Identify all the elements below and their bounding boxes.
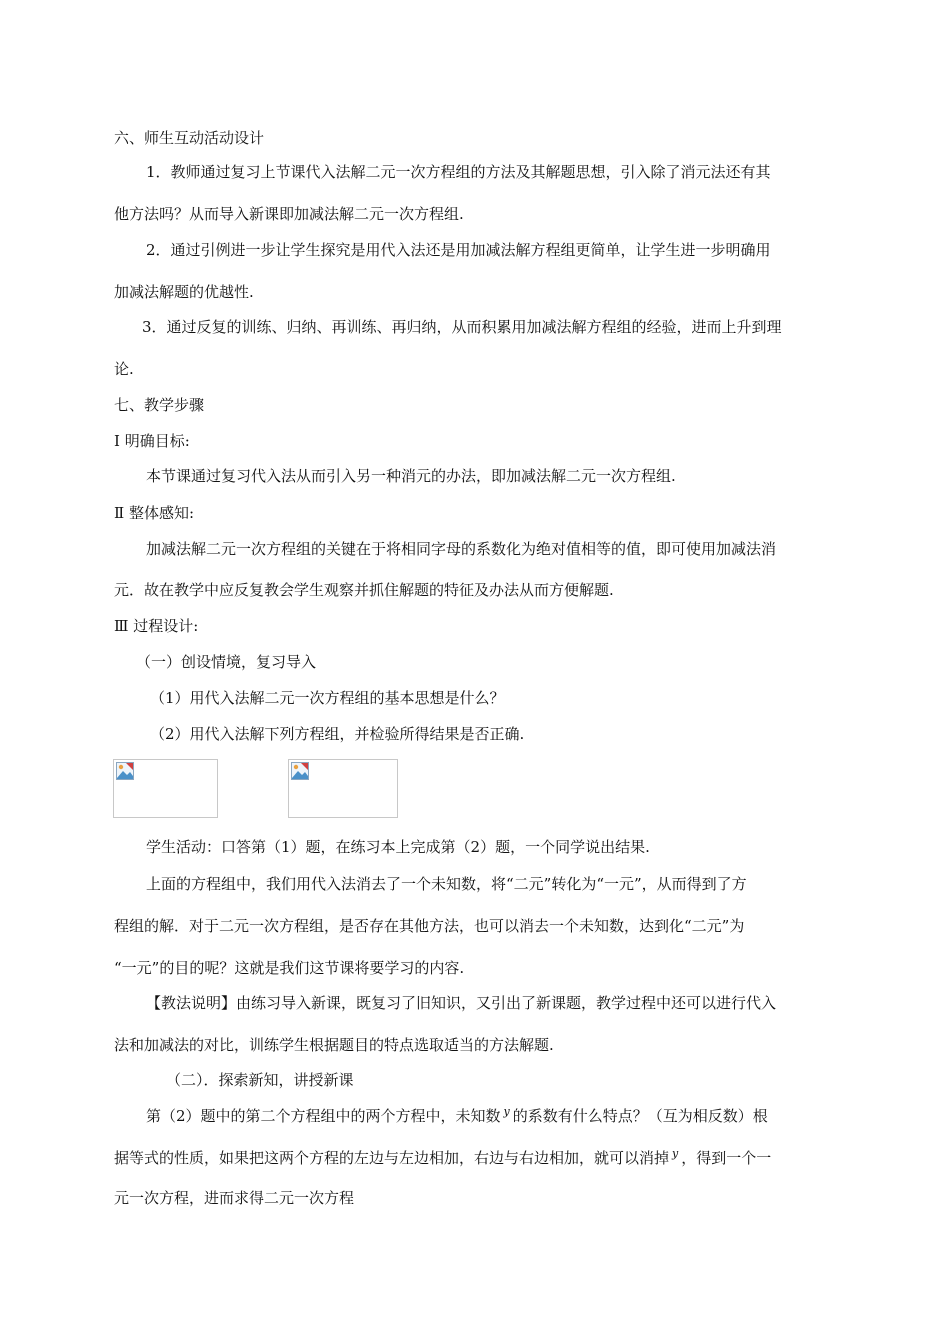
- paragraph-3-line-2: 论.: [114, 360, 134, 378]
- variable-y: y: [672, 1147, 679, 1160]
- question-one: （1）用代入法解二元一次方程组的基本思想是什么？: [150, 689, 505, 707]
- equation-image-2: [288, 759, 398, 818]
- final-line-1-text-a: 第（2）题中的第二个方程组中的两个方程中，未知数: [146, 1107, 501, 1125]
- step-one-text: 本节课通过复习代入法从而引入另一种消元的办法，即加减法解二元一次方程组.: [146, 467, 676, 485]
- final-line-2-text-a: 据等式的性质，如果把这两个方程的左边与左边相加，右边与右边相加，就可以消掉: [114, 1149, 670, 1167]
- paragraph-3-line-1: 3．通过反复的训练、归纳、再训练、再归纳，从而积累用加减法解方程组的经验，进而上升到理: [142, 318, 782, 336]
- final-paragraph-line-2: [114, 1148, 771, 1170]
- section-six-title: 六、师生互动活动设计: [114, 129, 265, 147]
- question-two: （2）用代入法解下列方程组，并检验所得结果是否正确.: [150, 725, 525, 743]
- paragraph-line-2: 程组的解．对于二元一次方程组，是否存在其他方法，也可以消去一个未知数，达到化“二元”为: [114, 917, 745, 935]
- paragraph-2-line-1: 2．通过引例进一步让学生探究是用代入法还是用加减法解方程组更简单，让学生进一步明确用: [146, 241, 771, 259]
- step-one-title: Ⅰ 明确目标:: [114, 432, 190, 450]
- final-paragraph-line-3: 元一次方程，进而求得二元一次方程: [114, 1189, 355, 1207]
- final-line-2-text-b: ，得到一个一: [681, 1149, 772, 1167]
- paragraph-2-line-2: 加减法解题的优越性.: [114, 283, 254, 301]
- broken-image-icon: [291, 762, 309, 780]
- step-two-line-1: 加减法解二元一次方程组的关键在于将相同字母的系数化为绝对值相等的值，即可使用加减法消: [146, 540, 777, 558]
- broken-image-icon: [116, 762, 134, 780]
- final-line-1-text-b: 的系数有什么特点？（互为相反数）根: [512, 1107, 768, 1125]
- step-two-line-2: 元．故在教学中应反复教会学生观察并抓住解题的特征及办法从而方便解题.: [114, 581, 614, 599]
- step-two-title: Ⅱ 整体感知:: [114, 504, 195, 522]
- step-three-title: Ⅲ 过程设计:: [114, 617, 199, 635]
- variable-y: y: [503, 1105, 510, 1118]
- paragraph-1-line-2: 他方法吗？从而导入新课即加减法解二元一次方程组.: [114, 205, 464, 223]
- section-seven-title: 七、教学步骤: [114, 396, 205, 414]
- teaching-note-line-1: 【教法说明】由练习导入新课，既复习了旧知识，又引出了新课题，教学过程中还可以进行代入: [146, 994, 777, 1012]
- paragraph-1-line-1: 1．教师通过复习上节课代入法解二元一次方程组的方法及其解题思想，引入除了消元法还有其: [146, 163, 771, 181]
- student-activity: 学生活动：口答第（1）题，在练习本上完成第（2）题，一个同学说出结果.: [146, 838, 650, 856]
- equation-image-1: [113, 759, 218, 818]
- teaching-note-line-2: 法和加减法的对比，训练学生根据题目的特点选取适当的方法解题.: [114, 1036, 554, 1054]
- part-one-title: （一）创设情境，复习导入: [136, 653, 317, 671]
- part-two-title: （二）．探索新知，讲授新课: [166, 1071, 354, 1089]
- paragraph-line-3: “一元”的目的呢？这就是我们这节课将要学习的内容.: [114, 959, 465, 977]
- paragraph-line-1: 上面的方程组中，我们用代入法消去了一个未知数，将“二元”转化为“一元”，从而得到了方: [146, 875, 747, 893]
- final-paragraph-line-1: [146, 1106, 768, 1128]
